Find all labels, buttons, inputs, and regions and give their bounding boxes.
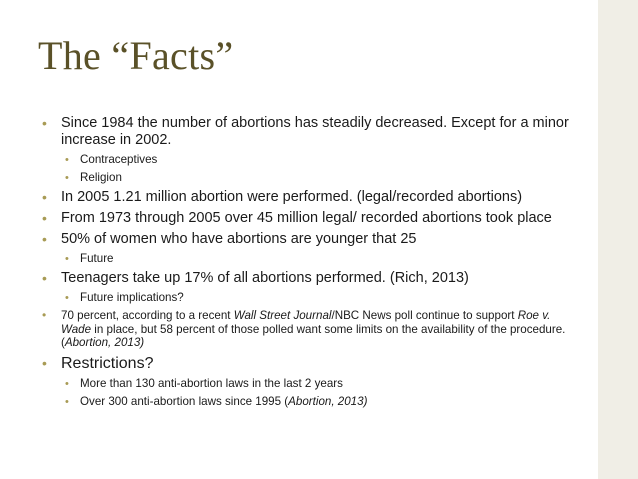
bullet-icon: •: [65, 395, 69, 408]
sub-bullet-item: [42, 291, 582, 305]
bullet-text: 70 percent, according to a recent Wall Street Journal/NBC News poll continue to support Roe v. Wade in place, but 58 percent of those polled want some limits on the availability of the procedure. (Abortion, 2013): [61, 309, 566, 349]
sub-bullet-item: [42, 171, 582, 185]
bullet-text: Future implications?: [80, 291, 184, 304]
bullet-text: In 2005 1.21 million abortion were performed. (legal/recorded abortions): [61, 189, 523, 205]
bullet-item: [42, 231, 582, 248]
bullet-icon: •: [65, 154, 69, 166]
bullet-icon: •: [42, 270, 47, 286]
bullet-text: Religion: [80, 171, 122, 184]
bullet-icon: •: [42, 231, 47, 247]
bullet-icon: •: [42, 115, 47, 131]
bullet-icon: •: [42, 210, 47, 226]
bullet-text: Contraceptives: [80, 153, 158, 166]
bullet-icon: •: [42, 189, 47, 205]
sub-bullet-item: [42, 395, 582, 409]
bullet-text: Over 300 anti-abortion laws since 1995 (Abortion, 2013): [80, 394, 368, 408]
bullet-list: [42, 115, 582, 413]
sub-bullet-item: [42, 153, 582, 167]
bullet-text: Future: [80, 252, 114, 265]
bullet-text: Since 1984 the number of abortions has steadily decreased. Except for a minor increase in 2002.: [61, 115, 569, 148]
bullet-icon: •: [65, 377, 69, 390]
sub-bullet-item: [42, 377, 582, 391]
bullet-item: [42, 309, 582, 350]
bullet-text: Restrictions?: [61, 354, 154, 372]
bullet-item: [42, 270, 582, 287]
bullet-item: [42, 354, 582, 373]
bullet-text: More than 130 anti-abortion laws in the last 2 years: [80, 376, 343, 390]
bullet-item: [42, 189, 582, 206]
bullet-text: Teenagers take up 17% of all abortions performed. (Rich, 2013): [61, 270, 469, 286]
decorative-side-bar: [598, 0, 638, 479]
bullet-icon: •: [42, 308, 47, 322]
bullet-text: From 1973 through 2005 over 45 million legal/ recorded abortions took place: [61, 210, 552, 226]
bullet-icon: •: [65, 292, 69, 304]
bullet-text: 50% of women who have abortions are younger that 25: [61, 231, 417, 247]
bullet-icon: •: [65, 172, 69, 184]
bullet-icon: •: [65, 253, 69, 265]
bullet-icon: •: [42, 354, 47, 371]
slide-title: The “Facts”: [38, 33, 234, 78]
sub-bullet-item: [42, 252, 582, 266]
bullet-item: [42, 115, 582, 149]
bullet-item: [42, 210, 582, 227]
